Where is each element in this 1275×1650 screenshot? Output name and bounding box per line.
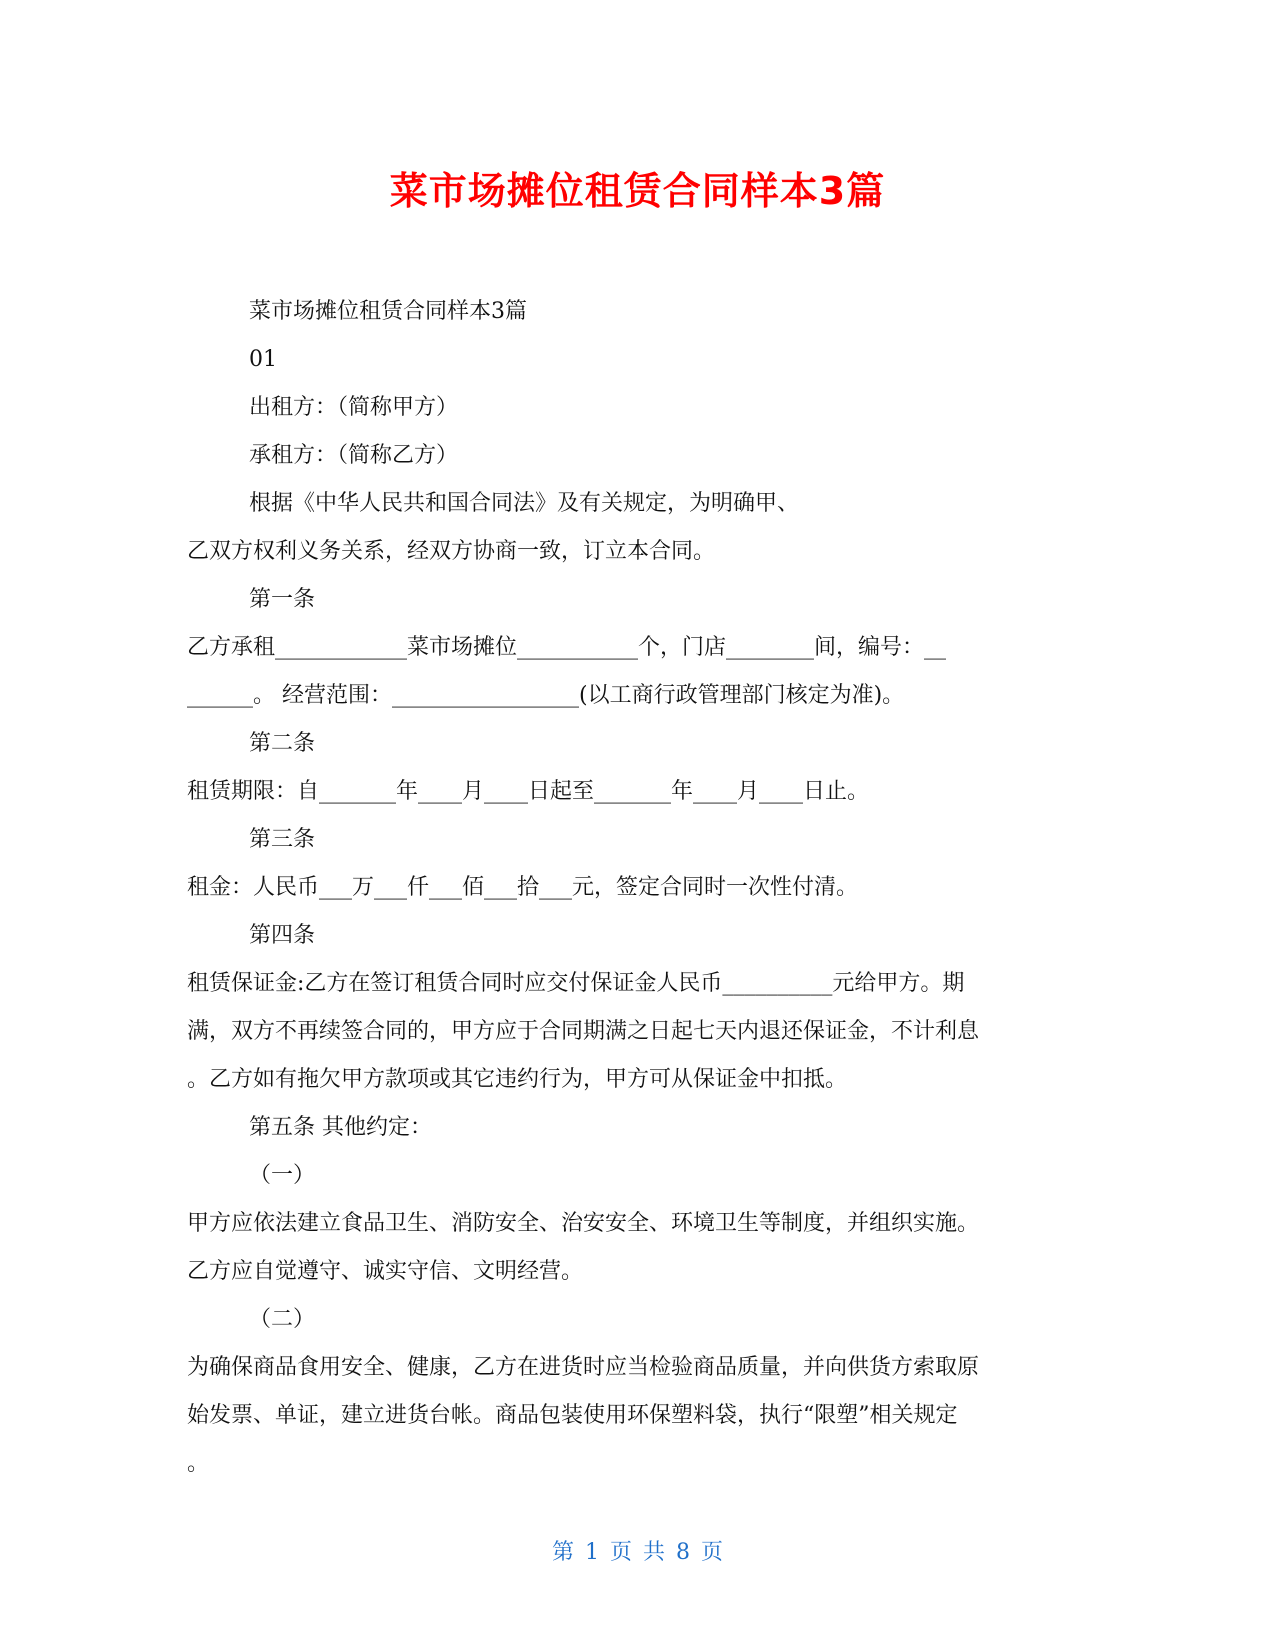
clause-2-line-3: 。 [187, 1451, 210, 1476]
article-4-heading: 第四条 [249, 923, 316, 948]
section-number: 01 [249, 347, 277, 372]
article-3-heading: 第三条 [249, 827, 316, 852]
document-body [187, 288, 1087, 1488]
article-3-line: 租金：人民币___万___仟___佰___拾___元，签定合同时一次性付清。 [187, 875, 859, 900]
article-4-line-3: 。乙方如有拖欠甲方款项或其它违约行为，甲方可从保证金中扣抵。 [187, 1067, 848, 1092]
article-1-line-2: ______。 经营范围：_________________(以工商行政管理部门核定为准)。 [187, 683, 905, 708]
preamble-line-1: 根据《中华人民共和国合同法》及有关规定，为明确甲、 [249, 491, 800, 516]
article-4-line-2: 满，双方不再续签合同的，甲方应于合同期满之日起七天内退还保证金，不计利息 [187, 1019, 980, 1044]
article-2-heading: 第二条 [249, 731, 316, 756]
clause-1-heading: （一） [249, 1163, 316, 1188]
article-5-heading: 第五条 其他约定： [249, 1115, 432, 1140]
document-title: 菜市场摊位租赁合同样本3篇 [389, 169, 886, 213]
article-1-heading: 第一条 [249, 587, 316, 612]
clause-2-line-2: 始发票、单证，建立进货台帐。商品包装使用环保塑料袋，执行“限塑”相关规定 [187, 1403, 958, 1428]
page-footer: 第 1 页 共 8 页 [552, 1540, 723, 1565]
subtitle-line: 菜市场摊位租赁合同样本3篇 [249, 299, 527, 324]
lessee-line: 承租方：（简称乙方） [249, 443, 459, 468]
preamble-line-2: 乙双方权利义务关系，经双方协商一致，订立本合同。 [187, 539, 716, 564]
article-2-line: 租赁期限：自_______年____月____日起至_______年____月____日止。 [187, 779, 870, 804]
clause-2-heading: （二） [249, 1307, 316, 1332]
article-1-line-1: 乙方承租____________菜市场摊位___________个，门店________间，编号：__ [187, 635, 947, 660]
clause-1-line-2: 乙方应自觉遵守、诚实守信、文明经营。 [187, 1259, 584, 1284]
clause-1-line-1: 甲方应依法建立食品卫生、消防安全、治安安全、环境卫生等制度，并组织实施。 [187, 1211, 980, 1236]
lessor-line: 出租方：（简称甲方） [249, 395, 459, 420]
clause-2-line-1: 为确保商品食用安全、健康，乙方在进货时应当检验商品质量，并向供货方索取原 [187, 1355, 980, 1380]
article-4-line-1: 租赁保证金:乙方在签订租赁合同时应交付保证金人民币__________元给甲方。期 [187, 971, 965, 996]
